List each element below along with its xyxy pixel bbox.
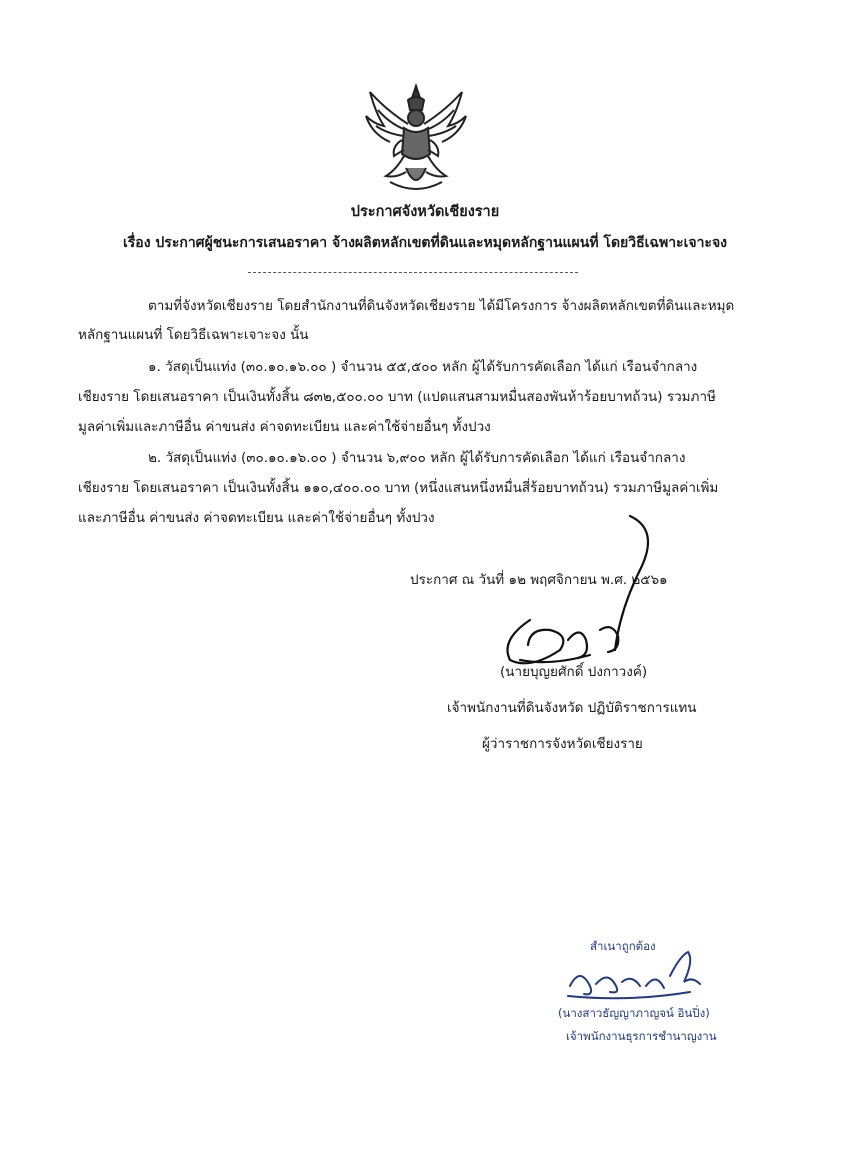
document-title: ประกาศจังหวัดเชียงราย — [350, 204, 500, 220]
certification-signature-image — [560, 946, 710, 1006]
signer-name: (นายบุญยศักดิ์ ปงกาวงค์) — [500, 664, 648, 680]
item1-line-3: มูลค่าเพิ่มและภาษีอื่น ค่าขนส่ง ค่าจดทะเบียน และค่าใช้จ่ายอื่นๆ ทั้งปวง — [78, 419, 491, 435]
garuda-emblem-icon — [356, 80, 476, 198]
intro-line-1: ตามที่จังหวัดเชียงราย โดยสำนักงานที่ดินจังหวัดเชียงราย ได้มีโครงการ จ้างผลิตหลักเขตที่ดินและหมุด — [148, 298, 735, 314]
intro-line-2: หลักฐานแผนที่ โดยวิธีเฉพาะเจาะจง นั้น — [78, 327, 309, 343]
signature-image — [490, 510, 670, 670]
signer-position-1: เจ้าพนักงานที่ดินจังหวัด ปฏิบัติราชการแทน — [447, 700, 697, 716]
signer-position-2: ผู้ว่าราชการจังหวัดเชียงราย — [482, 736, 643, 752]
item2-line-2: เชียงราย โดยเสนอราคา เป็นเงินทั้งสิ้น ๑๑๐,๔๐๐.๐๐ บาท (หนึ่งแสนหนึ่งหมื่นสี่ร้อยบาทถ้วน) รวมภาษีมูลค่าเพิ่ม — [78, 480, 719, 496]
certifier-position: เจ้าพนักงานธุรการชำนาญงาน — [566, 1029, 717, 1043]
certified-stamp: สำเนาถูกต้อง — [590, 939, 656, 953]
divider — [248, 272, 578, 273]
item2-line-3: และภาษีอื่น ค่าขนส่ง ค่าจดทะเบียน และค่าใช้จ่ายอื่นๆ ทั้งปวง — [78, 510, 435, 526]
certifier-name: (นางสาวธัญญาภาญจน์ อินปิ่ง) — [558, 1006, 710, 1020]
announcement-date: ประกาศ ณ วันที่ ๑๒ พฤศจิกายน พ.ศ. ๒๕๖๑ — [410, 572, 668, 588]
item1-line-1: ๑. วัสดุเป็นแท่ง (๓๐.๑๐.๑๖.๐๐ ) จำนวน ๕๕,๕๐๐ หลัก ผู้ได้รับการคัดเลือก ได้แก่ เรือนจำกลาง — [148, 359, 698, 375]
item2-line-1: ๒. วัสดุเป็นแท่ง (๓๐.๑๐.๑๖.๐๐ ) จำนวน ๖,๙๐๐ หลัก ผู้ได้รับการคัดเลือก ได้แก่ เรือนจำกลาง — [148, 450, 686, 466]
document-subject: เรื่อง ประกาศผู้ชนะการเสนอราคา จ้างผลิตหลักเขตที่ดินและหมุดหลักฐานแผนที่ โดยวิธีเฉพาะเจาะจง — [123, 235, 727, 251]
item1-line-2: เชียงราย โดยเสนอราคา เป็นเงินทั้งสิ้น ๘๓๒,๕๐๐.๐๐ บาท (แปดแสนสามหมื่นสองพันห้าร้อยบาทถ้วน) รวมภาษี — [78, 389, 716, 405]
